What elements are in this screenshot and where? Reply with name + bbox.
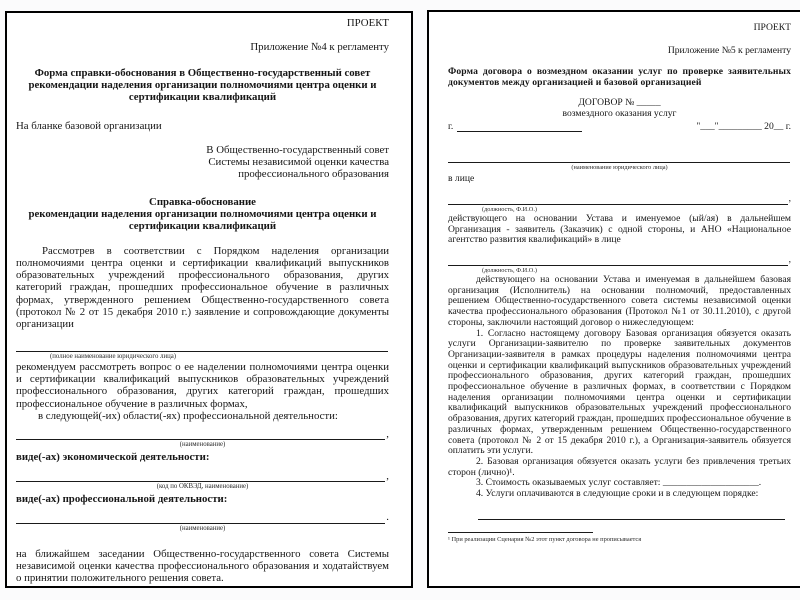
blank-line-area-name — [16, 428, 389, 440]
line-professional-areas: в следующей(-их) области(-ях) профессиональной деятельности: — [38, 409, 338, 422]
line-in-person: в лице — [448, 173, 475, 185]
caption-legal-name: (полное наименование юридического лица) — [50, 352, 177, 360]
caption-legal-name: (наименование юридического лица) — [571, 164, 668, 172]
rule-punctuation: , — [386, 469, 389, 482]
document-page-annex4 — [5, 11, 413, 588]
fill-in-rule — [16, 471, 385, 482]
clause-3: 3. Стоимость оказываемых услуг составляет: ____________________. — [476, 477, 762, 489]
form-title: Форма справки-обоснования в Общественно-государственный совет рекомендации наделения организации полномочиями центра оценки и сертификации квалификаций — [28, 66, 377, 104]
footnote-separator — [448, 532, 593, 533]
paragraph-recommend: рекомендуем рассмотреть вопрос о ее наделении полномочиями центра оценки и сертификации квалификаций выпускников образовательных учреждений профессионального образования, других категорий граждан, прошедших профессиональное обучение в различных формах, — [16, 360, 389, 410]
contract-subtitle: возмездного оказания услуг — [562, 107, 677, 119]
rule-punctuation: . — [386, 511, 389, 524]
addressee-line: В Общественно-государственный совет — [206, 143, 389, 156]
blank-line-okved — [16, 470, 389, 482]
clause-1: 1. Согласно настоящему договору Базовая организация обязуется оказать услуги Организации-заявителю по проверке заявительных документов Организации-заявителя в рамках процедуры наделения полномочиями центра оценки и сертификации квалификаций выпускников образовательных учреждений профессионального образования, других категорий граждан, прошедших профессиональное обучение в различных формах, в соответствии с Порядком наделения организации полномочиями центра оценки и сертификации квалификаций выпускников образовательных учреждений профессионального образования, других категорий граждан, прошедших профессиональное обучение в различных формах, утвержденным решением Общественно-государственного совета (протокол № 2 от 15 декабря 2010 г.), а Организация-заявитель обязуется оплатить эти услуги. — [448, 327, 791, 457]
blank-line-position-1 — [448, 194, 791, 205]
draft-stamp: ПРОЕКТ — [753, 22, 791, 33]
fill-in-rule — [448, 255, 788, 266]
fill-in-rule — [16, 341, 388, 352]
annex-reference: Приложение №5 к регламенту — [667, 44, 791, 56]
caption-okved: (код по ОКВЭД, наименование) — [156, 483, 249, 491]
paragraph-closing: на ближайшем заседании Общественно-государственного совета Системы независимой оценки качества профессионального образования и ходатайствуем о принятии положительного решения совета. — [16, 547, 389, 585]
addressee-line: профессионального образования — [238, 168, 389, 181]
clause-4: 4. Услуги оплачиваются в следующие сроки и в следующем порядке: — [476, 488, 759, 500]
caption-position-1: (должность, Ф.И.О.) — [482, 205, 537, 213]
document-title — [16, 196, 389, 233]
city-prefix: г. — [448, 120, 454, 132]
footnote-text: ¹ При реализации Сценария №2 этот пункт договора не прописывается — [448, 535, 642, 543]
city-date-row — [448, 121, 791, 132]
blank-line-legal-name — [16, 341, 389, 352]
fill-in-rule — [16, 513, 385, 524]
addressee-line: Системы независимой оценки качества — [208, 156, 389, 169]
rule-punctuation: , — [386, 428, 389, 441]
fill-in-rule — [448, 152, 790, 163]
line-professional-activity: виде(-ах) профессиональной деятельности: — [16, 493, 228, 506]
blank-line-payment-terms — [478, 509, 785, 520]
annex-reference: Приложение №4 к регламенту — [250, 41, 389, 54]
city-fill-in-rule — [457, 121, 582, 132]
blank-line-position-2 — [448, 255, 791, 266]
rule-punctuation: , — [788, 254, 791, 266]
draft-stamp: ПРОЕКТ — [346, 17, 389, 29]
addressee-block — [16, 144, 389, 181]
fill-in-rule — [478, 509, 785, 520]
caption-position-2: (должность, Ф.И.О.) — [482, 267, 537, 275]
date-blank: "___"_________ 20__ г. — [696, 120, 791, 132]
blank-line-legal-name — [448, 152, 791, 163]
blank-line-activity-name — [16, 511, 389, 523]
paragraph-customer: действующего на основании Устава и именуемое (ый/ая) в дальнейшем Организация - заявитель (Заказчик) с одной стороны, и АНО «Национальное агентство развития квалификаций» в лице — [448, 212, 791, 246]
rule-punctuation: , — [788, 193, 791, 205]
line-economic-activity: виде(-ах) экономической деятельности: — [16, 451, 210, 464]
contract-number-line: ДОГОВОР № _____ — [578, 96, 661, 108]
paragraph-executor: действующего на основании Устава и именуемая в дальнейшем базовая организация (Исполнитель) на основании полномочий, предоставленных решением Общественно-государственного совета системы независимой оценки качества профессионального образования (Протокол №1 от 30.11.2010), с другой стороны, заключили настоящий договор о нижеследующем: — [448, 274, 791, 328]
form-title: Форма договора о возмездном оказании услуг по проверке заявительных документов между организацией и базовой организацией — [448, 66, 791, 89]
paragraph-considered: Рассмотрев в соответствии с Порядком наделения организации полномочиями центра оценки и сертификации квалификаций выпускников образовательных учреждений профессионального образования, других категорий граждан, прошедших профессиональное обучение в различных формах, утвержденного решением Общественно-государственного совета (протокол № 2 от 15 декабря 2010 г.) заявление и сопровождающие документы организации — [16, 244, 389, 331]
fill-in-rule — [448, 194, 788, 205]
document-title-line2: рекомендации наделения организации полномочиями центра оценки и сертификации квалификаций — [28, 207, 377, 233]
caption-activity-name: (наименование) — [179, 524, 226, 532]
letterhead-note: На бланке базовой организации — [16, 120, 162, 133]
caption-area-name: (наименование) — [179, 441, 226, 449]
fill-in-rule — [16, 429, 385, 440]
document-title-line1: Справка-обоснование — [149, 195, 256, 208]
document-page-annex5 — [427, 10, 800, 588]
clause-2: 2. Базовая организация обязуется оказать услуги без привлечения третьих сторон (лично)¹. — [448, 455, 791, 478]
